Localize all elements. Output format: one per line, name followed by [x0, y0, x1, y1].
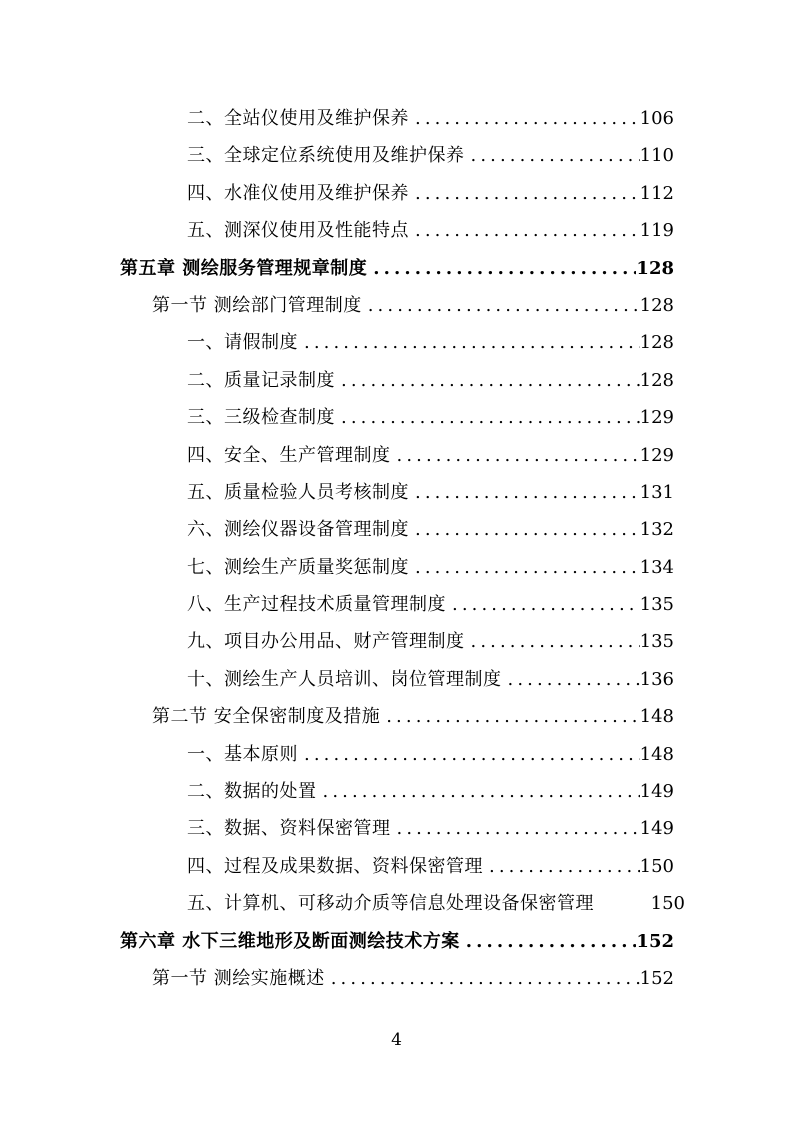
toc-entry-text: 四、水准仪使用及维护保养: [187, 182, 409, 204]
toc-page-number: 132: [639, 519, 674, 541]
toc-page-number: 149: [639, 781, 674, 803]
toc-chapter-entry[interactable]: [0, 923, 793, 960]
dot-leader: [317, 773, 640, 810]
toc-entry-text: 第六章 水下三维地形及断面测绘技术方案: [120, 930, 460, 952]
toc-entry-text: 六、测绘仪器设备管理制度: [187, 519, 409, 541]
dot-leader: [409, 511, 640, 548]
toc-entry-text: 第一节 测绘部门管理制度: [152, 294, 362, 316]
toc-entry-text: 八、生产过程技术质量管理制度: [187, 594, 446, 616]
toc-entry-text: 三、数据、资料保密管理: [187, 818, 391, 840]
toc-section-entry[interactable]: [0, 960, 793, 997]
dot-leader: [380, 698, 639, 735]
dot-leader: [391, 810, 640, 847]
toc-entry-text: 第一节 测绘实施概述: [152, 967, 325, 989]
toc-page-number: 136: [639, 668, 674, 690]
toc-page-number: 150: [639, 855, 674, 877]
dot-leader: [362, 287, 640, 324]
dot-leader: [391, 437, 640, 474]
table-of-contents: [0, 100, 793, 997]
toc-page-number: 128: [639, 332, 674, 354]
toc-entry[interactable]: [0, 661, 793, 698]
toc-entry[interactable]: [0, 586, 793, 623]
toc-entry[interactable]: [0, 511, 793, 548]
toc-entry-text: 第五章 测绘服务管理规章制度: [120, 257, 368, 279]
toc-entry[interactable]: [0, 437, 793, 474]
dot-leader: [367, 250, 636, 287]
toc-page-number: 152: [636, 930, 674, 952]
dot-leader: [465, 137, 640, 174]
toc-entry[interactable]: [0, 474, 793, 511]
toc-page-number: 148: [639, 706, 674, 728]
toc-entry-text: 二、质量记录制度: [187, 369, 335, 391]
dot-leader: [460, 923, 637, 960]
toc-page-number: 148: [639, 743, 674, 765]
toc-entry-text: 三、全球定位系统使用及维护保养: [187, 145, 465, 167]
toc-entry-text: 五、质量检验人员考核制度: [187, 481, 409, 503]
toc-entry-text: 九、项目办公用品、财产管理制度: [187, 631, 465, 653]
toc-entry-text: 第二节 安全保密制度及措施: [152, 706, 381, 728]
toc-page-number: 128: [639, 294, 674, 316]
toc-page-number: 112: [639, 182, 674, 204]
dot-leader: [335, 399, 640, 436]
toc-entry-text: 一、请假制度: [187, 332, 298, 354]
toc-page-number: 134: [639, 556, 674, 578]
toc-entry-text: 七、测绘生产质量奖惩制度: [187, 556, 409, 578]
toc-entry-text: 二、数据的处置: [187, 781, 317, 803]
toc-section-entry[interactable]: [0, 698, 793, 735]
toc-entry[interactable]: [0, 885, 793, 922]
toc-entry-text: 一、基本原则: [187, 743, 298, 765]
toc-entry[interactable]: [0, 137, 793, 174]
dot-leader: [409, 175, 640, 212]
toc-entry[interactable]: [0, 100, 793, 137]
toc-entry[interactable]: [0, 736, 793, 773]
dot-leader: [502, 661, 640, 698]
dot-leader: [409, 212, 640, 249]
dot-leader: [409, 549, 640, 586]
toc-entry-text: 五、计算机、可移动介质等信息处理设备保密管理: [187, 893, 594, 915]
dot-leader: [465, 623, 640, 660]
toc-entry[interactable]: [0, 175, 793, 212]
dot-leader: [298, 324, 640, 361]
toc-entry[interactable]: [0, 623, 793, 660]
toc-entry[interactable]: [0, 212, 793, 249]
toc-page-number: 150: [650, 893, 685, 915]
dot-leader: [335, 362, 640, 399]
toc-entry[interactable]: [0, 810, 793, 847]
toc-entry[interactable]: [0, 399, 793, 436]
toc-entry-text: 三、三级检查制度: [187, 407, 335, 429]
toc-page-number: 128: [636, 257, 674, 279]
toc-page-number: 135: [639, 631, 674, 653]
toc-entry[interactable]: [0, 324, 793, 361]
toc-page-number: 129: [639, 444, 674, 466]
toc-page-number: 129: [639, 407, 674, 429]
toc-page-number: 135: [639, 594, 674, 616]
toc-entry[interactable]: [0, 362, 793, 399]
toc-page-number: 106: [639, 108, 674, 129]
toc-entry[interactable]: [0, 848, 793, 885]
toc-page-number: 149: [639, 818, 674, 840]
toc-entry-text: 五、测深仪使用及性能特点: [187, 220, 409, 242]
toc-section-entry[interactable]: [0, 287, 793, 324]
toc-entry[interactable]: [0, 549, 793, 586]
dot-leader: [483, 848, 640, 885]
toc-page-number: 128: [639, 369, 674, 391]
page-number-footer: 4: [391, 1030, 402, 1050]
dot-leader: [298, 736, 640, 773]
toc-page-number: 152: [639, 967, 674, 989]
toc-entry-text: 四、安全、生产管理制度: [187, 444, 391, 466]
toc-chapter-entry[interactable]: [0, 250, 793, 287]
dot-leader: [446, 586, 640, 623]
dot-leader: [409, 100, 640, 137]
dot-leader: [409, 474, 640, 511]
dot-leader: [325, 960, 640, 997]
toc-page-number: 110: [639, 145, 674, 167]
toc-entry-text: 十、测绘生产人员培训、岗位管理制度: [187, 668, 502, 690]
toc-page-number: 119: [639, 220, 674, 242]
toc-entry-text: 四、过程及成果数据、资料保密管理: [187, 855, 483, 877]
toc-page-number: 131: [639, 481, 674, 503]
toc-entry-text: 二、全站仪使用及维护保养: [187, 108, 409, 129]
toc-entry[interactable]: [0, 773, 793, 810]
